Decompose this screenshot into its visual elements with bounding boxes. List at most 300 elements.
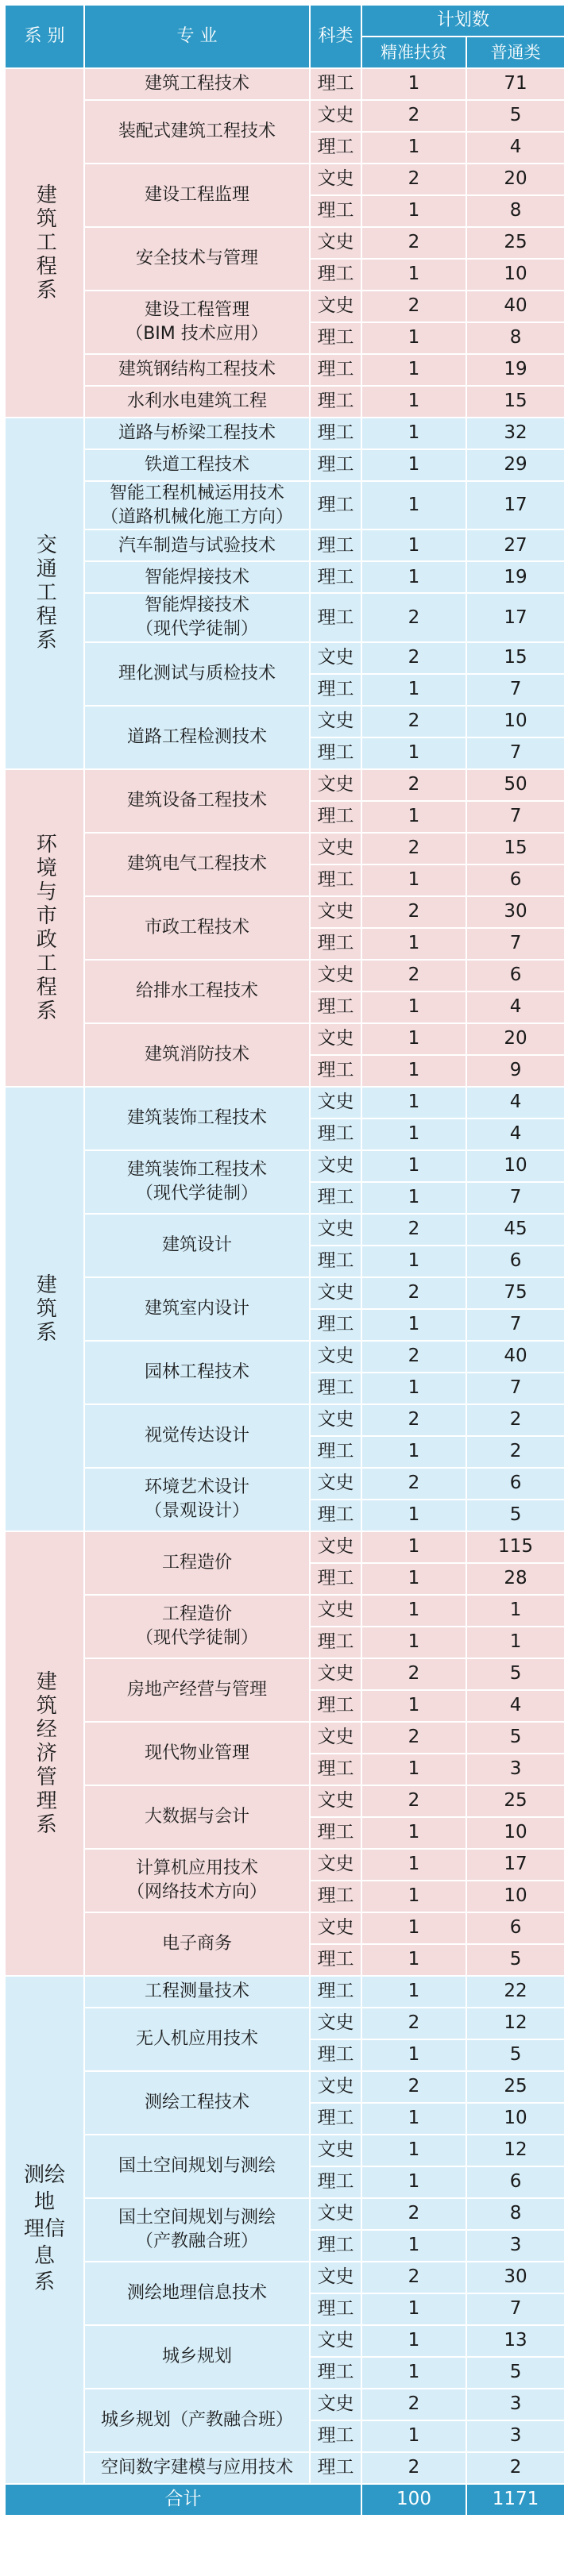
category-cell: 理工: [310, 2103, 361, 2135]
dept-cell: 建筑经济管理系: [5, 1531, 84, 1976]
major-name-line: 计算机应用技术: [135, 1858, 258, 1879]
category-cell: 理工: [310, 2420, 361, 2452]
regular-count-cell: 7: [466, 928, 565, 960]
major-name-line: 房地产经营与管理: [126, 1679, 267, 1700]
table-row: [5, 1849, 565, 1881]
dept-cell: 建筑工程系: [5, 68, 84, 418]
regular-count-cell: 9: [466, 1055, 565, 1087]
major-name-line: （现代学徒制）: [135, 1183, 258, 1203]
regular-count-cell: 4: [466, 992, 565, 1023]
category-cell: 理工: [310, 1309, 361, 1341]
regular-count-cell: 32: [466, 418, 565, 449]
table-row: [5, 769, 565, 801]
poverty-count-cell: 1: [361, 1754, 466, 1785]
major-cell: [84, 1912, 310, 1976]
regular-count-cell: 5: [466, 1500, 565, 1531]
category-cell: 理工: [310, 529, 361, 561]
major-cell: [84, 1595, 310, 1658]
category-cell: 理工: [310, 1436, 361, 1468]
category-cell: 文史: [310, 2262, 361, 2293]
table-row: [5, 1087, 565, 1119]
dept-name-line: 测绘地: [23, 2163, 65, 2215]
dept-name-line: 系: [33, 2270, 55, 2295]
table-row: [5, 1023, 565, 1055]
regular-count-cell: 8: [466, 2198, 565, 2230]
regular-count-cell: 28: [466, 1563, 565, 1595]
category-cell: 理工: [310, 449, 361, 481]
category-cell: 理工: [310, 1119, 361, 1150]
poverty-count-cell: 1: [361, 674, 466, 706]
poverty-count-cell: 1: [361, 992, 466, 1023]
major-cell: [84, 1150, 310, 1214]
major-cell: [84, 2262, 310, 2325]
dept-cell: 建筑系: [5, 1087, 84, 1531]
poverty-count-cell: 1: [361, 2166, 466, 2198]
major-name-line: 电子商务: [161, 1933, 232, 1954]
table-row: [5, 1277, 565, 1309]
category-cell: 理工: [310, 132, 361, 164]
major-cell: [84, 561, 310, 593]
category-cell: 理工: [310, 1690, 361, 1722]
poverty-count-cell: 1: [361, 1436, 466, 1468]
table-row: [5, 2135, 565, 2166]
table-footer: [5, 2484, 565, 2516]
category-cell: 文史: [310, 642, 361, 674]
major-cell: [84, 449, 310, 481]
table-body: [5, 68, 565, 2484]
header-poverty: 精准扶贫: [361, 37, 466, 68]
major-name-line: 道路工程检测技术: [126, 726, 267, 747]
major-cell: [84, 1404, 310, 1468]
regular-count-cell: 17: [466, 593, 565, 641]
category-cell: 理工: [310, 2230, 361, 2262]
major-name-line: 装配式建筑工程技术: [118, 121, 276, 142]
major-name-line: 城乡规划（产教融合班）: [100, 2409, 293, 2430]
category-cell: 理工: [310, 1563, 361, 1595]
category-cell: 文史: [310, 960, 361, 992]
poverty-count-cell: 1: [361, 1246, 466, 1277]
regular-count-cell: 17: [466, 1849, 565, 1881]
category-cell: 文史: [310, 2198, 361, 2230]
table-row: [5, 481, 565, 529]
regular-count-cell: 25: [466, 2071, 565, 2103]
major-name-line: 国土空间规划与测绘: [118, 2155, 276, 2176]
category-cell: 理工: [310, 561, 361, 593]
major-name-line: 城乡规划: [161, 2346, 232, 2366]
regular-count-cell: 6: [466, 1246, 565, 1277]
category-cell: 理工: [310, 1817, 361, 1849]
regular-count-cell: 7: [466, 1309, 565, 1341]
major-cell: [84, 1976, 310, 2008]
table-row: [5, 2262, 565, 2293]
poverty-count-cell: 2: [361, 769, 466, 801]
poverty-count-cell: 2: [361, 1404, 466, 1436]
regular-count-cell: 30: [466, 896, 565, 928]
regular-count-cell: 2: [466, 1436, 565, 1468]
category-cell: 理工: [310, 928, 361, 960]
poverty-count-cell: 1: [361, 1182, 466, 1214]
poverty-count-cell: 1: [361, 864, 466, 896]
category-cell: 理工: [310, 1627, 361, 1658]
poverty-count-cell: 2: [361, 1468, 466, 1500]
regular-count-cell: 6: [466, 960, 565, 992]
table-row: [5, 561, 565, 593]
poverty-count-cell: 1: [361, 449, 466, 481]
poverty-count-cell: 1: [361, 68, 466, 100]
major-name-line: 道路与桥梁工程技术: [118, 423, 276, 444]
category-cell: 文史: [310, 1404, 361, 1436]
regular-count-cell: 15: [466, 386, 565, 418]
major-name-line: 安全技术与管理: [135, 248, 258, 269]
table-row: [5, 2198, 565, 2230]
poverty-count-cell: 1: [361, 1531, 466, 1563]
category-cell: 文史: [310, 1150, 361, 1182]
regular-count-cell: 5: [466, 1944, 565, 1976]
category-cell: 文史: [310, 1468, 361, 1500]
major-cell: [84, 2008, 310, 2071]
category-cell: 理工: [310, 1754, 361, 1785]
regular-count-cell: 71: [466, 68, 565, 100]
regular-count-cell: 25: [466, 227, 565, 259]
poverty-count-cell: 2: [361, 2198, 466, 2230]
major-cell: [84, 1087, 310, 1150]
major-cell: [84, 1214, 310, 1277]
poverty-count-cell: 1: [361, 1944, 466, 1976]
major-cell: [84, 1277, 310, 1341]
category-cell: 文史: [310, 769, 361, 801]
poverty-count-cell: 1: [361, 132, 466, 164]
regular-count-cell: 40: [466, 291, 565, 322]
poverty-count-cell: 1: [361, 1976, 466, 2008]
table-row: [5, 1595, 565, 1627]
poverty-count-cell: 1: [361, 1912, 466, 1944]
table-row: [5, 1468, 565, 1500]
regular-count-cell: 5: [466, 2039, 565, 2071]
major-name-line: 建筑装饰工程技术: [126, 1160, 267, 1180]
category-cell: 理工: [310, 1500, 361, 1531]
category-cell: 文史: [310, 2008, 361, 2039]
major-name-line: （现代学徒制）: [135, 1627, 258, 1648]
major-cell: [84, 1785, 310, 1849]
poverty-count-cell: 2: [361, 2452, 466, 2484]
poverty-count-cell: 2: [361, 706, 466, 737]
major-name-line: 空间数字建模与应用技术: [100, 2457, 293, 2478]
dept-name-line: 理信息: [23, 2216, 65, 2268]
category-cell: 文史: [310, 896, 361, 928]
major-cell: [84, 354, 310, 386]
category-cell: 理工: [310, 737, 361, 769]
major-cell: [84, 164, 310, 227]
regular-count-cell: 5: [466, 1658, 565, 1690]
table-row: [5, 1404, 565, 1436]
poverty-count-cell: 1: [361, 1817, 466, 1849]
regular-count-cell: 3: [466, 2389, 565, 2420]
major-cell: [84, 1341, 310, 1404]
poverty-count-cell: 2: [361, 227, 466, 259]
regular-count-cell: 6: [466, 1912, 565, 1944]
regular-count-cell: 19: [466, 354, 565, 386]
major-cell: [84, 68, 310, 100]
regular-count-cell: 10: [466, 2103, 565, 2135]
poverty-count-cell: 2: [361, 2389, 466, 2420]
table-row: [5, 2389, 565, 2420]
category-cell: 文史: [310, 2135, 361, 2166]
regular-count-cell: 12: [466, 2135, 565, 2166]
poverty-count-cell: 1: [361, 1627, 466, 1658]
regular-count-cell: 115: [466, 1531, 565, 1563]
poverty-count-cell: 1: [361, 2230, 466, 2262]
category-cell: 文史: [310, 2071, 361, 2103]
regular-count-cell: 5: [466, 2357, 565, 2389]
regular-count-cell: 29: [466, 449, 565, 481]
table-row: [5, 1341, 565, 1373]
major-cell: [84, 2135, 310, 2198]
regular-count-cell: 20: [466, 164, 565, 195]
major-name-line: 建筑室内设计: [144, 1298, 249, 1319]
poverty-count-cell: 1: [361, 195, 466, 227]
category-cell: 理工: [310, 68, 361, 100]
regular-count-cell: 10: [466, 706, 565, 737]
major-cell: [84, 896, 310, 960]
regular-count-cell: 7: [466, 1182, 565, 1214]
major-name-line: 建筑设计: [161, 1234, 232, 1255]
table-row: [5, 833, 565, 864]
category-cell: 理工: [310, 674, 361, 706]
regular-count-cell: 75: [466, 1277, 565, 1309]
regular-count-cell: 10: [466, 1150, 565, 1182]
regular-count-cell: 13: [466, 2325, 565, 2357]
category-cell: 文史: [310, 1023, 361, 1055]
category-cell: 文史: [310, 1722, 361, 1754]
poverty-count-cell: 1: [361, 801, 466, 833]
regular-count-cell: 8: [466, 195, 565, 227]
major-cell: [84, 833, 310, 896]
table-row: [5, 291, 565, 322]
poverty-count-cell: 1: [361, 1690, 466, 1722]
regular-count-cell: 7: [466, 2293, 565, 2325]
category-cell: 理工: [310, 195, 361, 227]
table-row: [5, 68, 565, 100]
regular-count-cell: 5: [466, 100, 565, 132]
category-cell: 理工: [310, 1246, 361, 1277]
regular-count-cell: 7: [466, 801, 565, 833]
poverty-count-cell: 2: [361, 1785, 466, 1817]
dept-cell: 环境与市政工程系: [5, 769, 84, 1087]
table-row: [5, 1658, 565, 1690]
category-cell: 文史: [310, 1912, 361, 1944]
category-cell: 理工: [310, 1944, 361, 1976]
major-name-line: 给排水工程技术: [135, 980, 258, 1001]
poverty-count-cell: 1: [361, 1595, 466, 1627]
poverty-count-cell: 2: [361, 593, 466, 641]
poverty-count-cell: 2: [361, 642, 466, 674]
major-cell: [84, 642, 310, 706]
major-name-line: （景观设计）: [144, 1500, 249, 1521]
major-name-line: 环境艺术设计: [144, 1477, 249, 1498]
category-cell: 文史: [310, 1531, 361, 1563]
total-label: 合计: [5, 2484, 361, 2516]
regular-count-cell: 3: [466, 2230, 565, 2262]
regular-count-cell: 2: [466, 1404, 565, 1436]
category-cell: 文史: [310, 1595, 361, 1627]
category-cell: 文史: [310, 227, 361, 259]
regular-count-cell: 1: [466, 1627, 565, 1658]
category-cell: 理工: [310, 2039, 361, 2071]
category-cell: 理工: [310, 1373, 361, 1404]
major-name-line: 建设工程监理: [144, 185, 249, 206]
category-cell: 理工: [310, 1182, 361, 1214]
poverty-count-cell: 1: [361, 561, 466, 593]
poverty-count-cell: 1: [361, 928, 466, 960]
major-cell: [84, 769, 310, 833]
table-row: [5, 1531, 565, 1563]
poverty-count-cell: 1: [361, 1150, 466, 1182]
major-name-line: 铁道工程技术: [144, 455, 249, 476]
category-cell: 理工: [310, 992, 361, 1023]
regular-count-cell: 15: [466, 642, 565, 674]
regular-count-cell: 19: [466, 561, 565, 593]
poverty-count-cell: 1: [361, 1055, 466, 1087]
major-name-line: 大数据与会计: [144, 1806, 249, 1827]
table-row: [5, 449, 565, 481]
major-name-line: 市政工程技术: [144, 917, 249, 938]
regular-count-cell: 2: [466, 2452, 565, 2484]
dept-cell: [5, 1976, 84, 2484]
poverty-count-cell: 2: [361, 291, 466, 322]
poverty-count-cell: 1: [361, 354, 466, 386]
major-name-line: （网络技术方向）: [126, 1881, 267, 1902]
major-name-line: 建筑装饰工程技术: [126, 1107, 267, 1128]
poverty-count-cell: 1: [361, 1563, 466, 1595]
category-cell: 文史: [310, 1785, 361, 1817]
regular-count-cell: 50: [466, 769, 565, 801]
major-cell: [84, 481, 310, 529]
header-regular: 普通类: [466, 37, 565, 68]
category-cell: 文史: [310, 1277, 361, 1309]
category-cell: 理工: [310, 354, 361, 386]
regular-count-cell: 3: [466, 1754, 565, 1785]
major-name-line: 无人机应用技术: [135, 2028, 258, 2049]
table-row: [5, 1150, 565, 1182]
regular-count-cell: 6: [466, 1468, 565, 1500]
category-cell: 理工: [310, 1055, 361, 1087]
major-name-line: 智能工程机械运用技术: [109, 483, 284, 503]
total-regular: 1171: [466, 2484, 565, 2516]
regular-count-cell: 4: [466, 1690, 565, 1722]
poverty-count-cell: 2: [361, 833, 466, 864]
category-cell: 理工: [310, 259, 361, 291]
table-row: [5, 529, 565, 561]
table-row: [5, 960, 565, 992]
table-row: [5, 164, 565, 195]
major-cell: [84, 2389, 310, 2452]
category-cell: 文史: [310, 2325, 361, 2357]
major-name-line: 测绘地理信息技术: [126, 2282, 267, 2303]
poverty-count-cell: 1: [361, 529, 466, 561]
poverty-count-cell: 1: [361, 2325, 466, 2357]
poverty-count-cell: 1: [361, 2135, 466, 2166]
major-name-line: 测绘工程技术: [144, 2092, 249, 2112]
regular-count-cell: 40: [466, 1341, 565, 1373]
regular-count-cell: 27: [466, 529, 565, 561]
major-name-line: 建设工程管理: [144, 300, 249, 321]
header-category: 科类: [310, 5, 361, 68]
poverty-count-cell: 1: [361, 1087, 466, 1119]
poverty-count-cell: 2: [361, 1658, 466, 1690]
table-row: [5, 227, 565, 259]
category-cell: 理工: [310, 1881, 361, 1912]
regular-count-cell: 12: [466, 2008, 565, 2039]
major-cell: [84, 706, 310, 769]
major-cell: [84, 1722, 310, 1785]
poverty-count-cell: 2: [361, 1277, 466, 1309]
table-row: [5, 418, 565, 449]
major-name-line: 建筑设备工程技术: [126, 790, 267, 811]
major-name-line: 汽车制造与试验技术: [118, 535, 276, 556]
poverty-count-cell: 1: [361, 2039, 466, 2071]
table-row: [5, 2008, 565, 2039]
poverty-count-cell: 2: [361, 896, 466, 928]
table-row: [5, 2452, 565, 2484]
major-name-line: 智能焊接技术: [144, 595, 249, 616]
major-name-line: 工程造价: [161, 1604, 232, 1625]
major-name-line: 理化测试与质检技术: [118, 663, 276, 683]
major-name-line: 现代物业管理: [144, 1742, 249, 1763]
category-cell: 文史: [310, 1087, 361, 1119]
poverty-count-cell: 1: [361, 259, 466, 291]
poverty-count-cell: 1: [361, 2293, 466, 2325]
table-row: [5, 2325, 565, 2357]
major-cell: [84, 1468, 310, 1531]
major-name-line: 视觉传达设计: [144, 1425, 249, 1446]
regular-count-cell: 4: [466, 1119, 565, 1150]
poverty-count-cell: 1: [361, 418, 466, 449]
regular-count-cell: 10: [466, 1817, 565, 1849]
category-cell: 文史: [310, 1658, 361, 1690]
table-row: [5, 1722, 565, 1754]
major-cell: [84, 100, 310, 164]
poverty-count-cell: 1: [361, 1373, 466, 1404]
major-name-line: 国土空间规划与测绘: [118, 2208, 276, 2228]
major-cell: [84, 2198, 310, 2262]
table-row: [5, 2071, 565, 2103]
poverty-count-cell: 1: [361, 1500, 466, 1531]
category-cell: 文史: [310, 1341, 361, 1373]
header-plan: 计划数: [361, 5, 565, 37]
category-cell: 文史: [310, 100, 361, 132]
table-row: [5, 706, 565, 737]
major-cell: [84, 418, 310, 449]
table-header: [5, 5, 565, 68]
regular-count-cell: 10: [466, 259, 565, 291]
regular-count-cell: 4: [466, 132, 565, 164]
regular-count-cell: 3: [466, 2420, 565, 2452]
regular-count-cell: 22: [466, 1976, 565, 2008]
major-name-line: 工程造价: [161, 1552, 232, 1573]
category-cell: 理工: [310, 2166, 361, 2198]
table-row: [5, 593, 565, 641]
dept-cell: 交通工程系: [5, 418, 84, 769]
category-cell: 文史: [310, 2389, 361, 2420]
poverty-count-cell: 1: [361, 1881, 466, 1912]
poverty-count-cell: 1: [361, 2357, 466, 2389]
major-name-line: 建筑消防技术: [144, 1044, 249, 1065]
major-cell: [84, 386, 310, 418]
regular-count-cell: 7: [466, 1373, 565, 1404]
poverty-count-cell: 2: [361, 100, 466, 132]
category-cell: 理工: [310, 322, 361, 354]
regular-count-cell: 15: [466, 833, 565, 864]
